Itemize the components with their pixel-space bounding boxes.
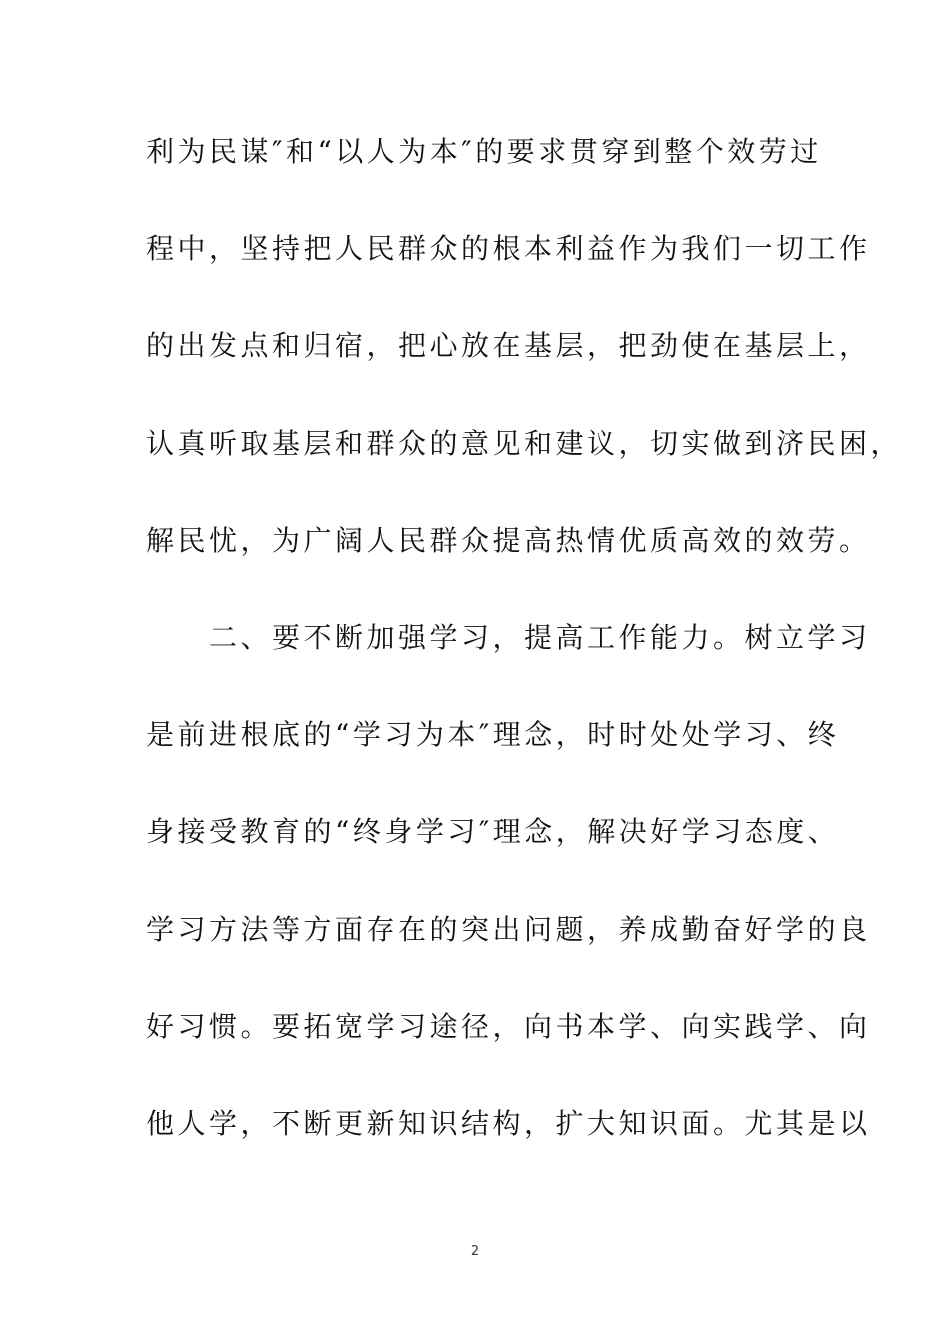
- text-line-8: 身接受教育的“终身学习″理念，解决好学习态度、: [146, 815, 840, 849]
- text-line-4: 认真听取基层和群众的意见和建议，切实做到济民困，: [146, 426, 903, 460]
- text-line-11: 他人学，不断更新知识结构，扩大知识面。尤其是以: [146, 1106, 871, 1140]
- text-line-1: 利为民谋″和“以人为本″的要求贯穿到整个效劳过: [146, 135, 822, 168]
- text-line-2: 程中，坚持把人民群众的根本利益作为我们一切工作: [146, 232, 871, 266]
- text-line-10: 好习惯。要拓宽学习途径，向书本学、向实践学、向: [146, 1009, 871, 1043]
- page-number: 2: [470, 1244, 480, 1259]
- text-line-5: 解民忧，为广阔人民群众提高热情优质高效的效劳。: [146, 523, 871, 557]
- text-line-3: 的出发点和归宿，把心放在基层，把劲使在基层上，: [146, 329, 871, 363]
- text-line-9: 学习方法等方面存在的突出问题，养成勤奋好学的良: [146, 912, 871, 946]
- body-text: [146, 122, 903, 1191]
- text-line-6: 二、要不断加强学习，提高工作能力。树立学习: [146, 620, 871, 654]
- text-line-7: 是前进根底的“学习为本″理念，时时处处学习、终: [146, 718, 840, 752]
